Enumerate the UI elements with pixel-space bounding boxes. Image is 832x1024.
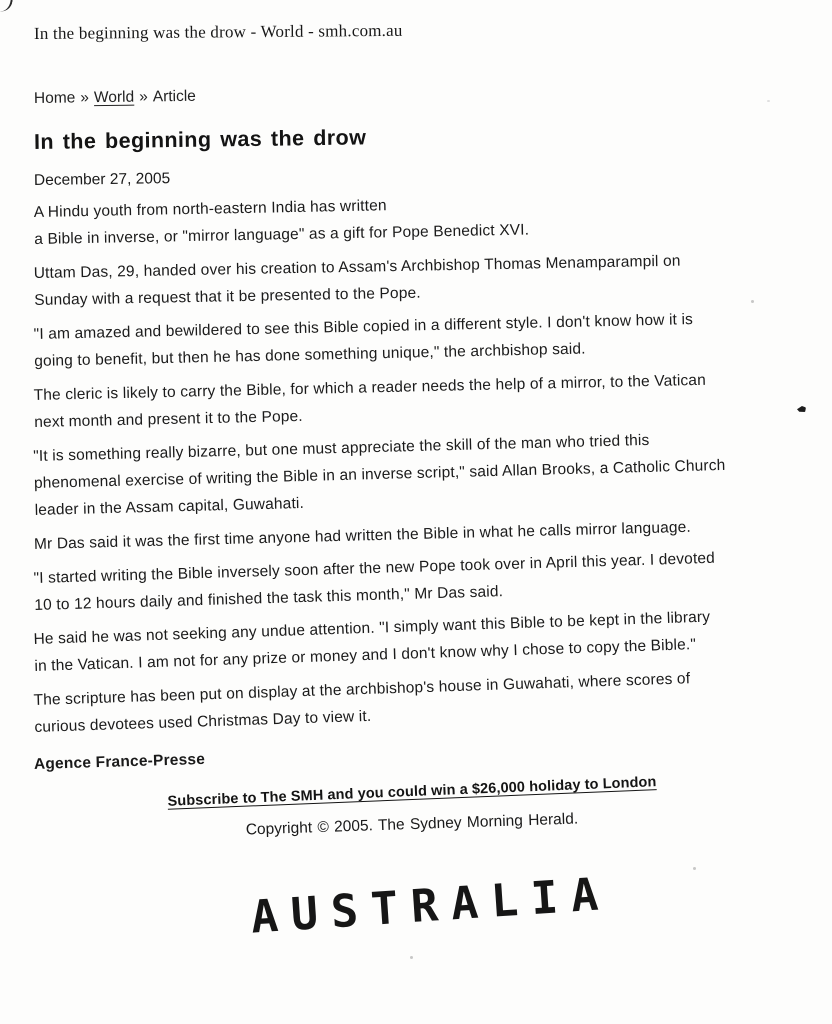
article-body [34, 199, 790, 741]
article-paragraph: He said he was not seeking any undue attention. "I simply want this Bible to be kept in the library in the Vatican. I am not for any prize or money and I don't know why I chose to copy the Bible." [33, 608, 711, 675]
scan-speck [751, 300, 754, 303]
article-headline: In the beginning was the drow [33, 125, 367, 154]
subscribe-promo-link[interactable]: Subscribe to The SMH and you could win a $26,000 holiday to London [167, 774, 657, 810]
stamp-row [33, 855, 791, 958]
article-paragraph: Uttam Das, 29, handed over his creation to Assam's Archbishop Thomas Menamparampil on Sunday with a request that it be presented to the Pope. [33, 252, 681, 309]
article-paragraph: "I am amazed and bewildered to see this Bible copied in a different style. I don't know how it is going to benefit, but then he has done something unique," the archbishop said. [33, 311, 694, 370]
article-date: December 27, 2005 [33, 170, 171, 189]
article-byline: Agence France-Presse [33, 750, 206, 773]
article-paragraph: A Hindu youth from north-eastern India has written a Bible in inverse, or "mirror language" as a gift for Pope Benedict XVI. [33, 197, 530, 248]
article [33, 125, 790, 774]
breadcrumb-separator: » [139, 88, 148, 106]
scan-artifact-fleck [797, 406, 806, 412]
article-paragraph: The scripture has been put on display at the archbishop's house in Guwahati, where scores of curious devotees used Christmas Day to view it. [33, 670, 691, 736]
article-paragraph: The cleric is likely to carry the Bible, for which a reader needs the help of a mirror, to the Vatican next month and present it to the Pope. [33, 371, 707, 431]
breadcrumb [34, 79, 790, 108]
breadcrumb-article-current: Article [152, 87, 196, 106]
scan-artifact-corner [0, 0, 13, 13]
breadcrumb-world-link[interactable]: World [93, 88, 135, 107]
article-paragraph: "I started writing the Bible inversely soon after the new Pope took over in April this year. I devoted 10 to 12 hours daily and finished the task this month," Mr Das said. [33, 549, 716, 614]
scan-speck [410, 956, 413, 959]
scan-speck [767, 100, 770, 102]
breadcrumb-home-link[interactable]: Home [33, 89, 76, 107]
breadcrumb-separator: » [80, 89, 90, 107]
article-paragraph: Mr Das said it was the first time anyone had written the Bible in what he calls mirror language. [33, 518, 692, 553]
page-header-title: In the beginning was the drow - World - smh.com.au [33, 20, 403, 43]
article-paragraph: "It is something really bizarre, but one must appreciate the skill of the man who tried this phenomenal exercise of writing the Bible in an inverse script," said Allan Brooks, a Catholic Church leader in the Assam capital, Guwahati. [33, 431, 726, 519]
handwritten-australia-annotation: AUSTRALIA [249, 866, 613, 944]
copyright-notice: Copyright © 2005. The Sydney Morning Herald. [245, 810, 579, 839]
